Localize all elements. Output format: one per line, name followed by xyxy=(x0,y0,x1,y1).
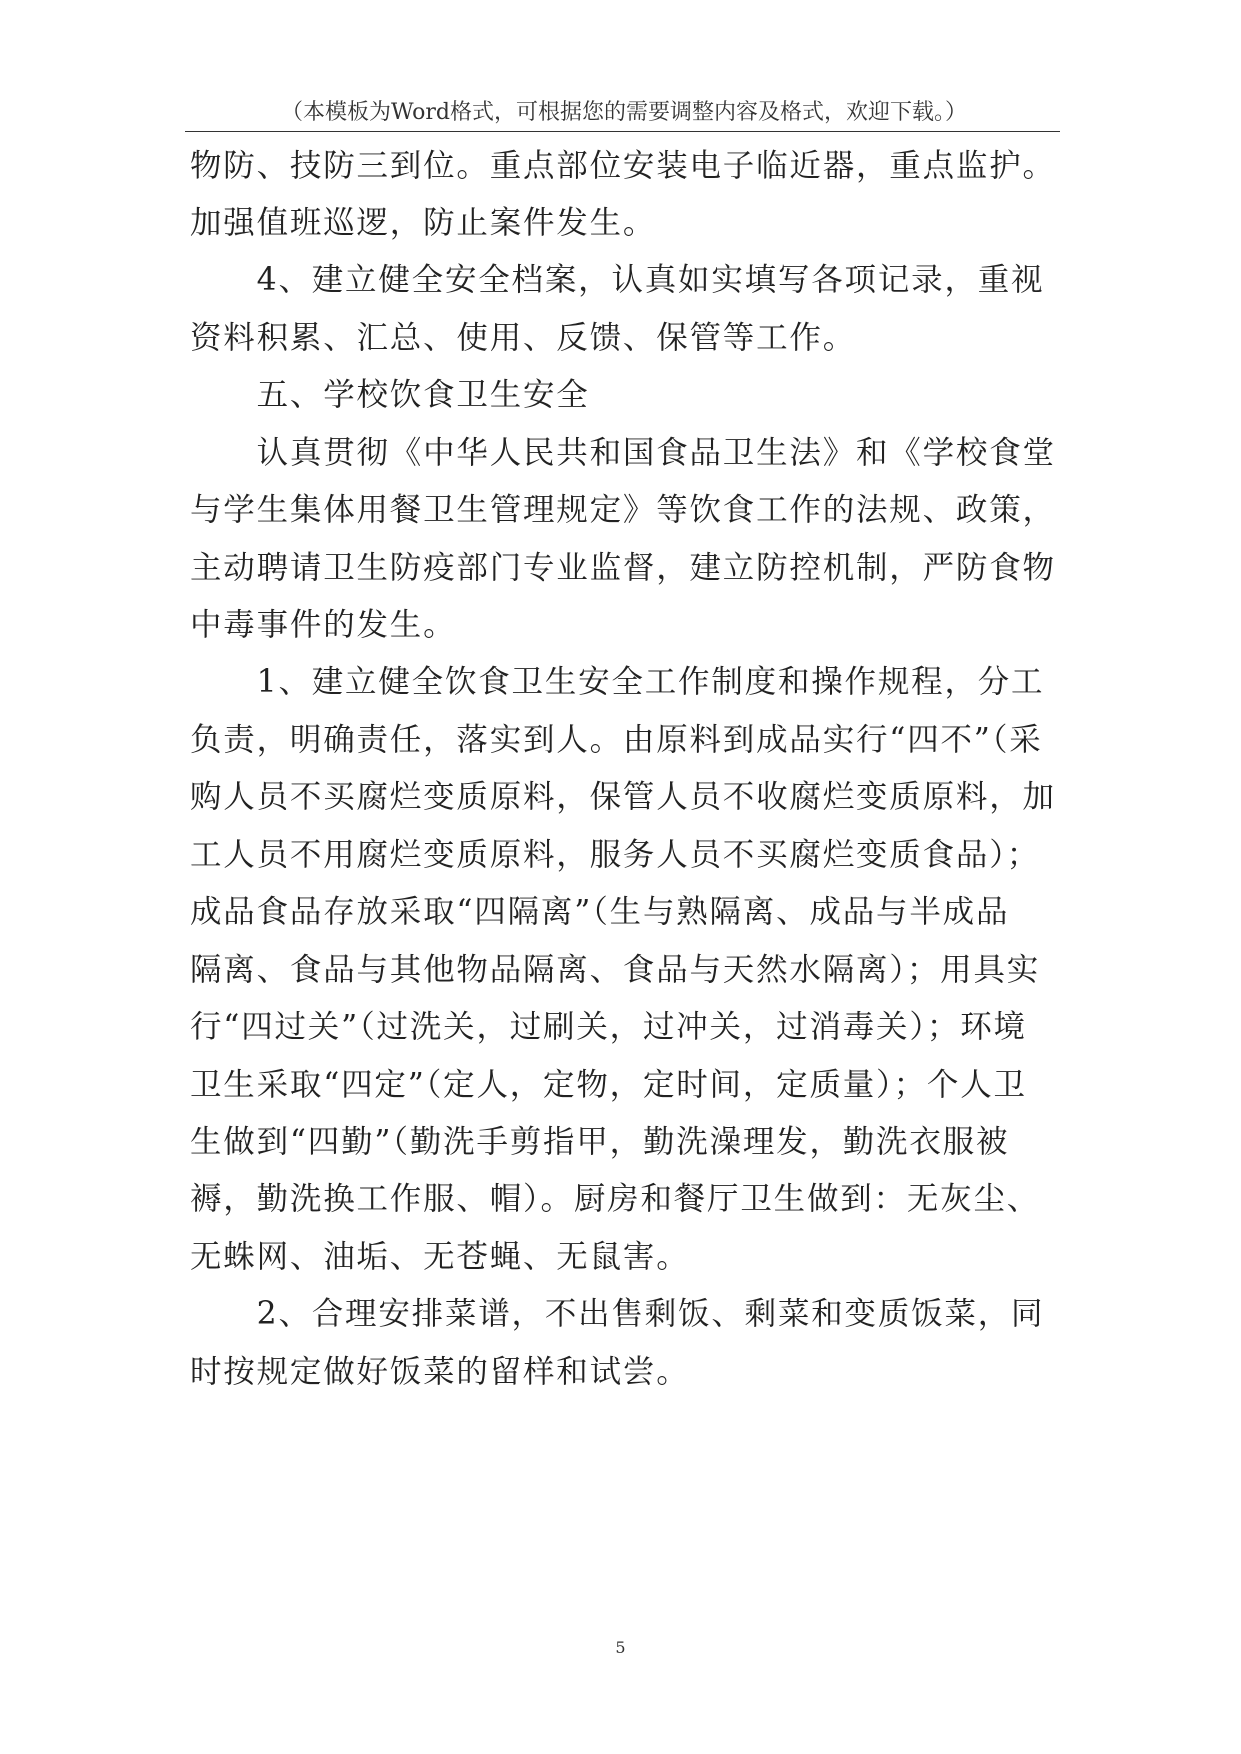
text-line: 购人员不买腐烂变质原料，保管人员不收腐烂变质原料，加 xyxy=(190,779,1056,815)
text-line: 4、建立健全安全档案，认真如实填写各项记录，重视 xyxy=(190,262,1045,298)
text-line: 资料积累、汇总、使用、反馈、保管等工作。 xyxy=(190,320,857,356)
text-line: 负责，明确责任，落实到人。由原料到成品实行“四不”（采 xyxy=(190,722,1043,758)
text-line: 1、建立健全饮食卫生安全工作制度和操作规程，分工 xyxy=(190,664,1045,700)
text-line: 认真贯彻《中华人民共和国食品卫生法》和《学校食堂 xyxy=(190,435,1056,471)
page-number: 5 xyxy=(615,1638,626,1657)
text-line: 工人员不用腐烂变质原料，服务人员不买腐烂变质食品）； xyxy=(190,837,1041,873)
header-note: （本模板为Word格式，可根据您的需要调整内容及格式，欢迎下载。） xyxy=(281,100,967,125)
text-line: 物防、技防三到位。重点部位安装电子临近器，重点监护。 xyxy=(190,148,1056,184)
text-line: 无蛛网、油垢、无苍蝇、无鼠害。 xyxy=(190,1239,690,1275)
text-line: 隔离、食品与其他物品隔离、食品与天然水隔离）；用具实 xyxy=(190,952,1041,988)
text-line: 行“四过关”（过洗关，过刷关，过冲关，过消毒关）；环境 xyxy=(190,1009,1027,1045)
text-line: 2、合理安排菜谱，不出售剩饭、剩菜和变质饭菜，同 xyxy=(190,1296,1045,1332)
text-line: 卫生采取“四定”（定人，定物，定时间，定质量）；个人卫 xyxy=(190,1067,1027,1103)
header-divider xyxy=(185,131,1060,132)
text-line: 生做到“四勤”（勤洗手剪指甲，勤洗澡理发，勤洗衣服被 xyxy=(190,1124,1010,1160)
section-heading: 五、学校饮食卫生安全 xyxy=(190,377,590,413)
text-line: 与学生集体用餐卫生管理规定》等饮食工作的法规、政策， xyxy=(190,492,1056,528)
text-line: 中毒事件的发生。 xyxy=(190,607,457,643)
text-line: 加强值班巡逻，防止案件发生。 xyxy=(190,205,657,241)
text-line: 主动聘请卫生防疫部门专业监督，建立防控机制，严防食物 xyxy=(190,550,1056,586)
text-line: 褥，勤洗换工作服、帽）。厨房和餐厅卫生做到：无灰尘、 xyxy=(190,1181,1041,1217)
text-line: 成品食品存放采取“四隔离”（生与熟隔离、成品与半成品 xyxy=(190,894,1010,930)
text-line: 时按规定做好饭菜的留样和试尝。 xyxy=(190,1354,690,1390)
